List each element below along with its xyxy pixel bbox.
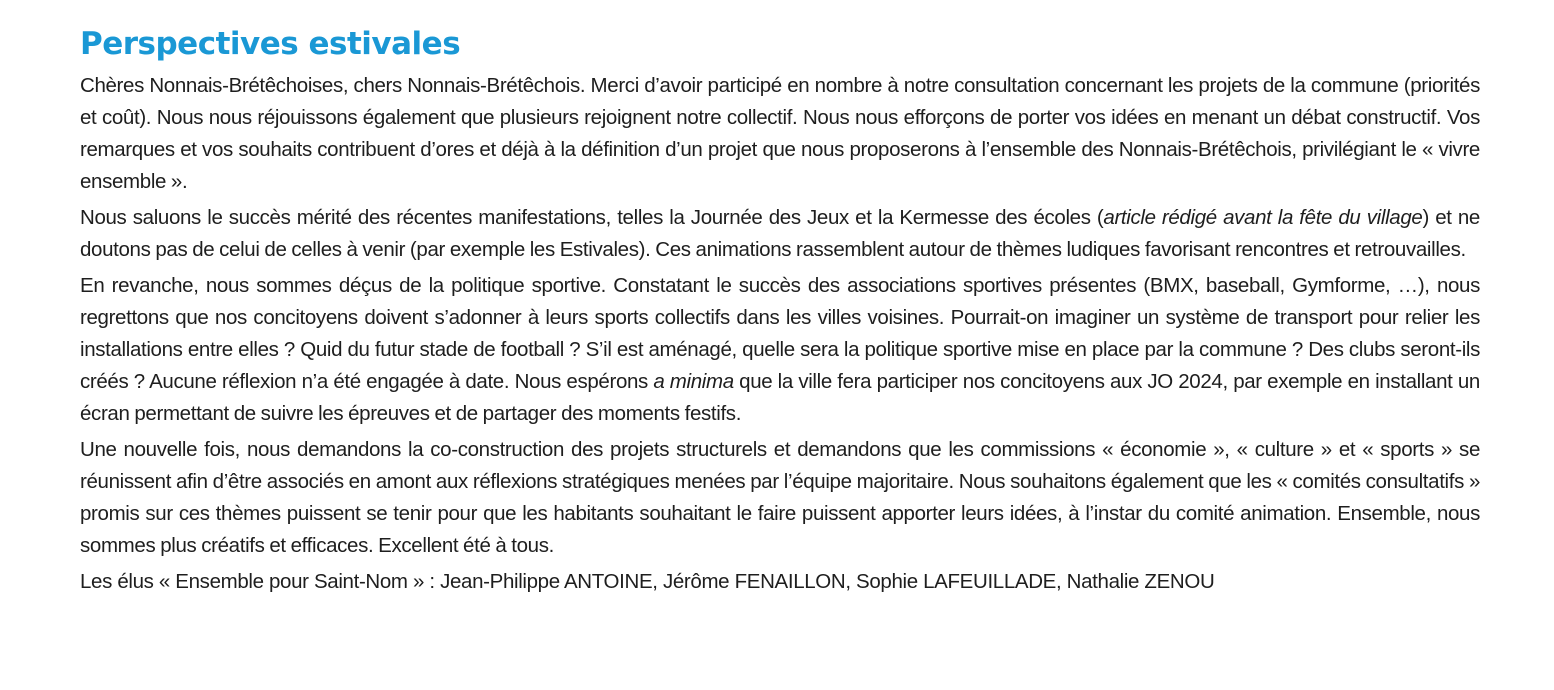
paragraph-text: En revanche, nous sommes déçus de la politique sportive. Constatant le succès des associations sportives présentes (BMX, baseball, Gymforme, …), nous regrettons que nos concitoyens doivent s’adonner à leurs sports collectifs dans les villes voisines. Pourrait-on imaginer un système de transport pour relier les installations entre elles ? Quid du futur stade de football ? S’il est aménagé, quelle sera la politique sportive mise en place par la commune ? Des clubs seront-ils créés ? Aucune réflexion n’a été engagée à date. Nous espérons — [80, 274, 1480, 393]
article-paragraph — [80, 270, 1480, 430]
paragraph-text: ) et ne doutons pas de celui de celles à venir (par exemple les Estivales). Ces animations rassemblent autour de thèmes ludiques favorisant rencontres et retrouvailles. — [80, 206, 1480, 261]
paragraph-italic-text: article rédigé avant la fête du village — [1103, 206, 1423, 229]
paragraph-text: Une nouvelle fois, nous demandons la co-construction des projets structurels et demandons que les commissions « économie », « culture » et « sports » se réunissent afin d’être associés en amont aux réflexions stratégiques menées par l’équipe majoritaire. Nous souhaitons également que les « comités consultatifs » promis sur ces thèmes puissent se tenir pour que les habitants souhaitant le faire puissent apporter leurs idées, à l’instar du comité animation. Ensemble, nous sommes plus créatifs et efficaces. Excellent été à tous. — [80, 438, 1480, 557]
article-paragraph — [80, 202, 1480, 266]
paragraph-text: Nous saluons le succès mérité des récentes manifestations, telles la Journée des Jeux et la Kermesse des écoles ( — [80, 206, 1104, 229]
article-paragraph — [80, 434, 1480, 562]
paragraph-italic-text: a minima — [653, 370, 734, 393]
article-title: Perspectives estivales — [80, 26, 461, 62]
article — [80, 22, 1480, 598]
article-signature: Les élus « Ensemble pour Saint-Nom » : Jean-Philippe ANTOINE, Jérôme FENAILLON, Sophie LAFEUILLADE, Nathalie ZENOU — [80, 570, 1215, 593]
paragraph-text: Chères Nonnais-Brétêchoises, chers Nonnais-Brétêchois. Merci d’avoir participé en nombre à notre consultation concernant les projets de la commune (priorités et coût). Nous nous réjouissons également que plusieurs rejoignent notre collectif. Nous nous efforçons de porter vos idées en menant un débat constructif. Vos remarques et vos souhaits contribuent d’ores et déjà à la définition d’un projet que nous proposerons à l’ensemble des Nonnais-Brétêchois, privilégiant le « vivre ensemble ». — [80, 74, 1480, 193]
paragraph-text: que la ville fera participer nos concitoyens aux JO 2024, par exemple en installant un écran permettant de suivre les épreuves et de partager des moments festifs. — [80, 370, 1480, 425]
article-paragraph — [80, 70, 1480, 198]
